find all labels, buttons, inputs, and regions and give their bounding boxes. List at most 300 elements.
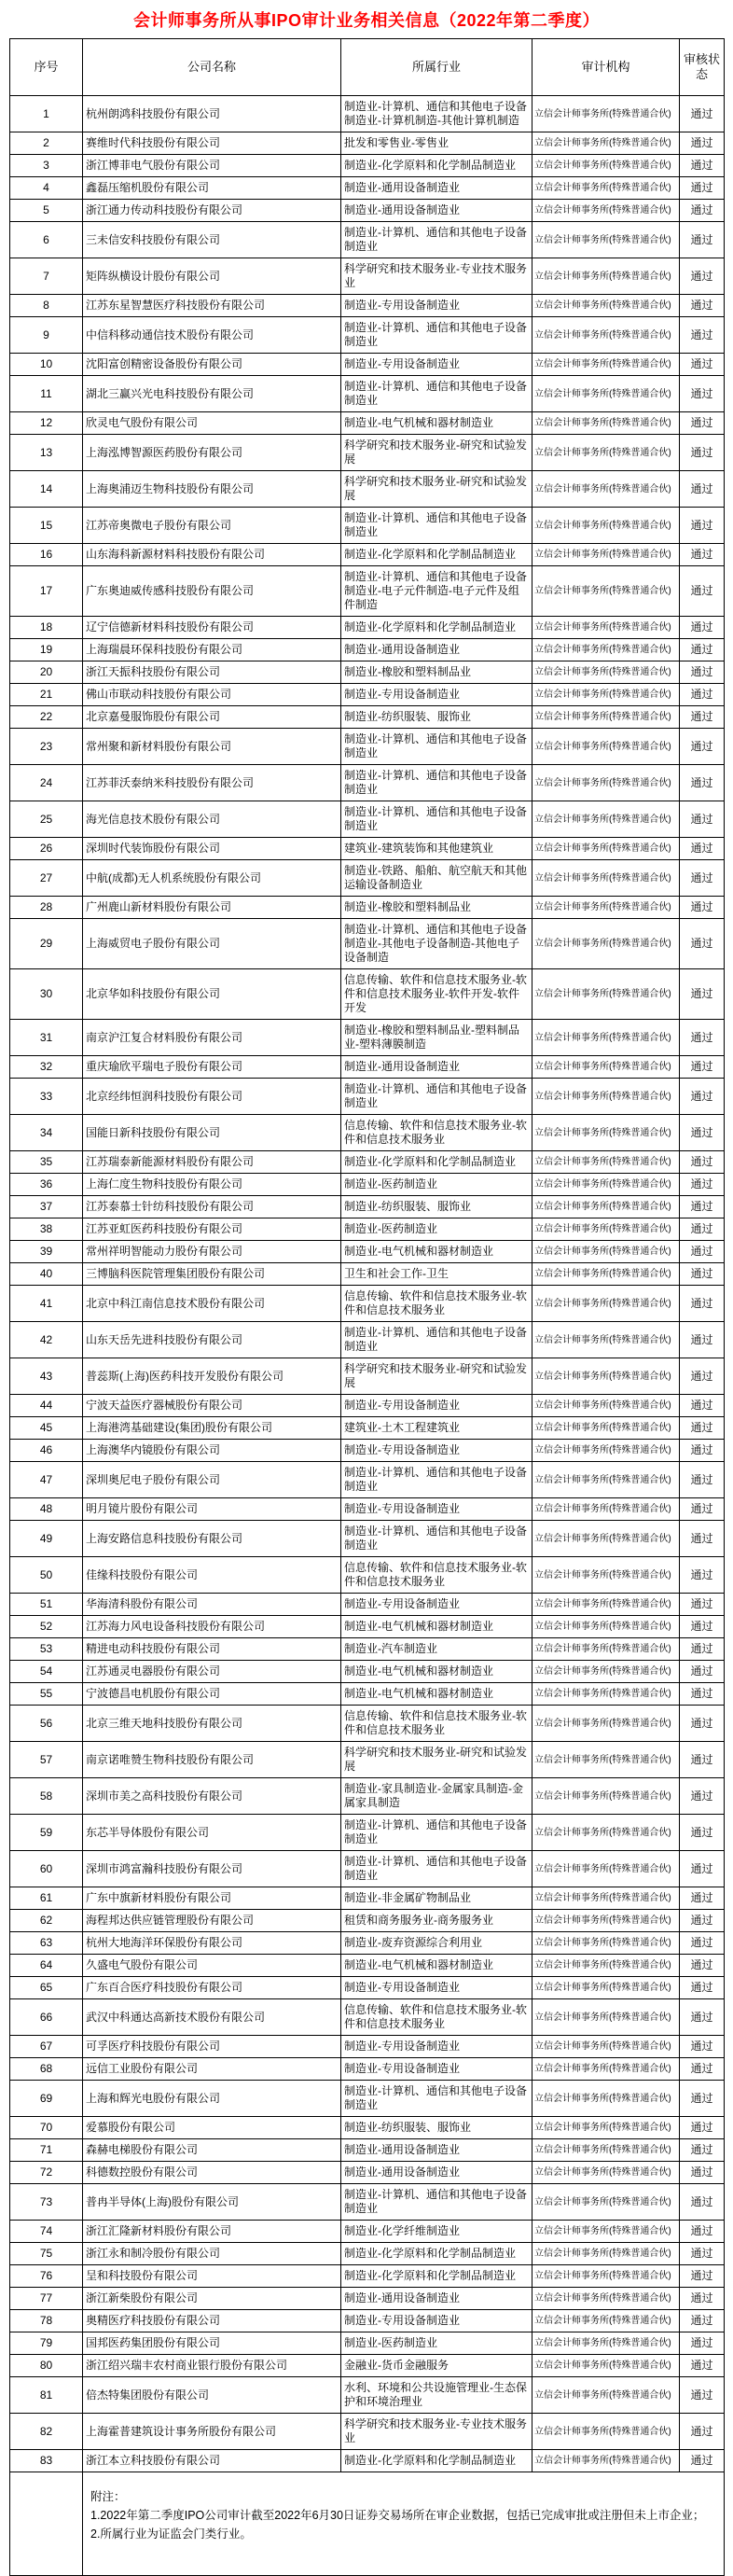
cell-no: 61 bbox=[10, 1887, 83, 1910]
cell-auditor: 立信会计师事务所(特殊普通合伙) bbox=[532, 1661, 680, 1683]
cell-company: 浙江通力传动科技股份有限公司 bbox=[83, 200, 341, 222]
cell-company: 江苏海力风电设备科技股份有限公司 bbox=[83, 1616, 341, 1638]
cell-industry: 制造业-废弃资源综合利用业 bbox=[341, 1932, 532, 1955]
cell-status: 通过 bbox=[680, 96, 725, 132]
cell-industry: 制造业-电气机械和器材制造业 bbox=[341, 1955, 532, 1977]
header-industry: 所属行业 bbox=[341, 39, 532, 96]
table-row bbox=[10, 435, 725, 471]
table-row bbox=[10, 412, 725, 435]
cell-company: 山东天岳先进科技股份有限公司 bbox=[83, 1322, 341, 1358]
cell-status: 通过 bbox=[680, 1851, 725, 1887]
table-row bbox=[10, 860, 725, 897]
cell-no: 43 bbox=[10, 1358, 83, 1395]
cell-auditor: 立信会计师事务所(特殊普通合伙) bbox=[532, 1263, 680, 1286]
cell-auditor: 立信会计师事务所(特殊普通合伙) bbox=[532, 2332, 680, 2355]
cell-status: 通过 bbox=[680, 258, 725, 295]
cell-company: 中航(成都)无人机系统股份有限公司 bbox=[83, 860, 341, 897]
table-row bbox=[10, 2265, 725, 2288]
cell-company: 江苏亚虹医药科技股份有限公司 bbox=[83, 1218, 341, 1241]
cell-status: 通过 bbox=[680, 222, 725, 258]
cell-auditor: 立信会计师事务所(特殊普通合伙) bbox=[532, 2058, 680, 2081]
cell-status: 通过 bbox=[680, 200, 725, 222]
cell-auditor: 立信会计师事务所(特殊普通合伙) bbox=[532, 1462, 680, 1498]
table-row bbox=[10, 1151, 725, 1174]
cell-auditor: 立信会计师事务所(特殊普通合伙) bbox=[532, 1977, 680, 1999]
cell-status: 通过 bbox=[680, 684, 725, 706]
cell-status: 通过 bbox=[680, 544, 725, 566]
cell-no: 17 bbox=[10, 566, 83, 617]
cell-auditor: 立信会计师事务所(特殊普通合伙) bbox=[532, 376, 680, 412]
cell-company: 精进电动科技股份有限公司 bbox=[83, 1638, 341, 1661]
table-row bbox=[10, 2450, 725, 2472]
cell-auditor: 立信会计师事务所(特殊普通合伙) bbox=[532, 1358, 680, 1395]
cell-industry: 卫生和社会工作-卫生 bbox=[341, 1263, 532, 1286]
cell-company: 沈阳富创精密设备股份有限公司 bbox=[83, 354, 341, 376]
cell-no: 75 bbox=[10, 2243, 83, 2265]
table-row bbox=[10, 2243, 725, 2265]
cell-industry: 制造业-电气机械和器材制造业 bbox=[341, 1616, 532, 1638]
cell-auditor: 立信会计师事务所(特殊普通合伙) bbox=[532, 258, 680, 295]
cell-company: 海程邦达供应链管理股份有限公司 bbox=[83, 1910, 341, 1932]
header-row bbox=[10, 39, 725, 96]
cell-no: 83 bbox=[10, 2450, 83, 2472]
cell-status: 通过 bbox=[680, 1417, 725, 1440]
cell-company: 森赫电梯股份有限公司 bbox=[83, 2139, 341, 2162]
cell-company: 重庆瑜欣平瑞电子股份有限公司 bbox=[83, 1056, 341, 1079]
cell-auditor: 立信会计师事务所(特殊普通合伙) bbox=[532, 2377, 680, 2414]
cell-industry: 制造业-电气机械和器材制造业 bbox=[341, 412, 532, 435]
cell-company: 呈和科技股份有限公司 bbox=[83, 2265, 341, 2288]
cell-industry: 制造业-专用设备制造业 bbox=[341, 2058, 532, 2081]
table-row bbox=[10, 1462, 725, 1498]
cell-industry: 水利、环境和公共设施管理业-生态保护和环境治理业 bbox=[341, 2377, 532, 2414]
cell-status: 通过 bbox=[680, 1056, 725, 1079]
cell-company: 久盛电气股份有限公司 bbox=[83, 1955, 341, 1977]
table-row bbox=[10, 1241, 725, 1263]
cell-company: 上海港湾基础建设(集团)股份有限公司 bbox=[83, 1417, 341, 1440]
cell-status: 通过 bbox=[680, 860, 725, 897]
cell-company: 山东海科新源材料科技股份有限公司 bbox=[83, 544, 341, 566]
cell-industry: 制造业-化学原料和化学制品制造业 bbox=[341, 1151, 532, 1174]
cell-status: 通过 bbox=[680, 639, 725, 661]
cell-status: 通过 bbox=[680, 1638, 725, 1661]
cell-industry: 科学研究和技术服务业-专业技术服务业 bbox=[341, 2414, 532, 2450]
cell-no: 35 bbox=[10, 1151, 83, 1174]
table-row bbox=[10, 1616, 725, 1638]
cell-no: 55 bbox=[10, 1683, 83, 1706]
cell-company: 常州祥明智能动力股份有限公司 bbox=[83, 1241, 341, 1263]
cell-industry: 制造业-计算机、通信和其他电子设备制造业 bbox=[341, 765, 532, 801]
cell-industry: 制造业-纺织服装、服饰业 bbox=[341, 2117, 532, 2139]
cell-auditor: 立信会计师事务所(特殊普通合伙) bbox=[532, 1616, 680, 1638]
cell-status: 通过 bbox=[680, 1683, 725, 1706]
cell-status: 通过 bbox=[680, 1815, 725, 1851]
cell-no: 38 bbox=[10, 1218, 83, 1241]
cell-company: 远信工业股份有限公司 bbox=[83, 2058, 341, 2081]
cell-company: 深圳奥尼电子股份有限公司 bbox=[83, 1462, 341, 1498]
page-title: 会计师事务所从事IPO审计业务相关信息（2022年第二季度） bbox=[132, 11, 601, 30]
cell-no: 56 bbox=[10, 1706, 83, 1742]
table-row bbox=[10, 1851, 725, 1887]
cell-status: 通过 bbox=[680, 1174, 725, 1196]
cell-auditor: 立信会计师事务所(特殊普通合伙) bbox=[532, 412, 680, 435]
cell-auditor: 立信会计师事务所(特殊普通合伙) bbox=[532, 2265, 680, 2288]
cell-status: 通过 bbox=[680, 1887, 725, 1910]
cell-auditor: 立信会计师事务所(特殊普通合伙) bbox=[532, 1910, 680, 1932]
cell-auditor: 立信会计师事务所(特殊普通合伙) bbox=[532, 1557, 680, 1594]
cell-company: 上海仁度生物科技股份有限公司 bbox=[83, 1174, 341, 1196]
cell-status: 通过 bbox=[680, 2221, 725, 2243]
cell-company: 上海安路信息科技股份有限公司 bbox=[83, 1521, 341, 1557]
cell-auditor: 立信会计师事务所(特殊普通合伙) bbox=[532, 1594, 680, 1616]
cell-industry: 科学研究和技术服务业-研究和试验发展 bbox=[341, 435, 532, 471]
cell-no: 2 bbox=[10, 132, 83, 155]
cell-no: 36 bbox=[10, 1174, 83, 1196]
table-row bbox=[10, 258, 725, 295]
cell-status: 通过 bbox=[680, 508, 725, 544]
cell-industry: 制造业-橡胶和塑料制品业-塑料制品业-塑料薄膜制造 bbox=[341, 1020, 532, 1056]
cell-industry: 制造业-计算机、通信和其他电子设备制造业 bbox=[341, 1462, 532, 1498]
cell-industry: 制造业-电气机械和器材制造业 bbox=[341, 1661, 532, 1683]
cell-status: 通过 bbox=[680, 1462, 725, 1498]
table-row bbox=[10, 897, 725, 919]
cell-industry: 制造业-家具制造业-金属家具制造-金属家具制造 bbox=[341, 1778, 532, 1815]
cell-status: 通过 bbox=[680, 1706, 725, 1742]
cell-industry: 制造业-化学纤维制造业 bbox=[341, 2221, 532, 2243]
cell-auditor: 立信会计师事务所(特殊普通合伙) bbox=[532, 2450, 680, 2472]
cell-status: 通过 bbox=[680, 1616, 725, 1638]
cell-auditor: 立信会计师事务所(特殊普通合伙) bbox=[532, 1020, 680, 1056]
cell-company: 三博脑科医院管理集团股份有限公司 bbox=[83, 1263, 341, 1286]
cell-auditor: 立信会计师事务所(特殊普通合伙) bbox=[532, 706, 680, 729]
cell-no: 47 bbox=[10, 1462, 83, 1498]
table-row bbox=[10, 200, 725, 222]
cell-company: 上海奥浦迈生物科技股份有限公司 bbox=[83, 471, 341, 508]
cell-auditor: 立信会计师事务所(特殊普通合伙) bbox=[532, 860, 680, 897]
table-row bbox=[10, 2355, 725, 2377]
table-row bbox=[10, 919, 725, 969]
cell-no: 42 bbox=[10, 1322, 83, 1358]
cell-company: 江苏通灵电器股份有限公司 bbox=[83, 1661, 341, 1683]
header-company: 公司名称 bbox=[83, 39, 341, 96]
cell-status: 通过 bbox=[680, 1594, 725, 1616]
cell-company: 东芯半导体股份有限公司 bbox=[83, 1815, 341, 1851]
cell-industry: 科学研究和技术服务业-研究和试验发展 bbox=[341, 1358, 532, 1395]
cell-industry: 制造业-专用设备制造业 bbox=[341, 684, 532, 706]
cell-company: 北京华如科技股份有限公司 bbox=[83, 969, 341, 1020]
cell-no: 71 bbox=[10, 2139, 83, 2162]
cell-industry: 制造业-计算机、通信和其他电子设备制造业-电子元件制造-电子元件及组件制造 bbox=[341, 566, 532, 617]
cell-company: 北京中科江南信息技术股份有限公司 bbox=[83, 1286, 341, 1322]
table-row bbox=[10, 1174, 725, 1196]
table-row bbox=[10, 1910, 725, 1932]
cell-no: 11 bbox=[10, 376, 83, 412]
table-row bbox=[10, 1263, 725, 1286]
cell-company: 上海和辉光电股份有限公司 bbox=[83, 2081, 341, 2117]
cell-no: 82 bbox=[10, 2414, 83, 2450]
table-row bbox=[10, 2036, 725, 2058]
cell-industry: 制造业-计算机、通信和其他电子设备制造业 bbox=[341, 317, 532, 354]
cell-status: 通过 bbox=[680, 354, 725, 376]
cell-company: 国能日新科技股份有限公司 bbox=[83, 1115, 341, 1151]
cell-auditor: 立信会计师事务所(特殊普通合伙) bbox=[532, 1815, 680, 1851]
table-row bbox=[10, 2332, 725, 2355]
table-row bbox=[10, 1742, 725, 1778]
cell-no: 76 bbox=[10, 2265, 83, 2288]
table-row bbox=[10, 1638, 725, 1661]
cell-no: 51 bbox=[10, 1594, 83, 1616]
cell-industry: 制造业-纺织服装、服饰业 bbox=[341, 1196, 532, 1218]
cell-status: 通过 bbox=[680, 661, 725, 684]
cell-industry: 制造业-计算机、通信和其他电子设备制造业 bbox=[341, 1079, 532, 1115]
cell-no: 78 bbox=[10, 2310, 83, 2332]
cell-no: 70 bbox=[10, 2117, 83, 2139]
table-row bbox=[10, 2310, 725, 2332]
cell-status: 通过 bbox=[680, 132, 725, 155]
cell-no: 68 bbox=[10, 2058, 83, 2081]
cell-auditor: 立信会计师事务所(特殊普通合伙) bbox=[532, 1151, 680, 1174]
cell-status: 通过 bbox=[680, 1358, 725, 1395]
cell-auditor: 立信会计师事务所(特殊普通合伙) bbox=[532, 222, 680, 258]
cell-no: 41 bbox=[10, 1286, 83, 1322]
cell-status: 通过 bbox=[680, 435, 725, 471]
cell-no: 8 bbox=[10, 295, 83, 317]
cell-industry: 制造业-橡胶和塑料制品业 bbox=[341, 661, 532, 684]
table-row bbox=[10, 1683, 725, 1706]
cell-industry: 制造业-计算机、通信和其他电子设备制造业-计算机制造-其他计算机制造 bbox=[341, 96, 532, 132]
table-row bbox=[10, 1557, 725, 1594]
cell-auditor: 立信会计师事务所(特殊普通合伙) bbox=[532, 2414, 680, 2450]
table-row bbox=[10, 1706, 725, 1742]
cell-no: 67 bbox=[10, 2036, 83, 2058]
cell-status: 通过 bbox=[680, 2081, 725, 2117]
table-row bbox=[10, 96, 725, 132]
cell-auditor: 立信会计师事务所(特殊普通合伙) bbox=[532, 2355, 680, 2377]
cell-auditor: 立信会计师事务所(特殊普通合伙) bbox=[532, 1115, 680, 1151]
cell-industry: 制造业-医药制造业 bbox=[341, 1174, 532, 1196]
table-row bbox=[10, 1661, 725, 1683]
cell-status: 通过 bbox=[680, 838, 725, 860]
cell-auditor: 立信会计师事务所(特殊普通合伙) bbox=[532, 1851, 680, 1887]
cell-company: 宁波天益医疗器械股份有限公司 bbox=[83, 1395, 341, 1417]
table-row bbox=[10, 1322, 725, 1358]
table-row bbox=[10, 1020, 725, 1056]
cell-no: 74 bbox=[10, 2221, 83, 2243]
table-row bbox=[10, 1594, 725, 1616]
cell-auditor: 立信会计师事务所(特殊普通合伙) bbox=[532, 544, 680, 566]
cell-company: 浙江汇隆新材料股份有限公司 bbox=[83, 2221, 341, 2243]
cell-company: 广东百合医疗科技股份有限公司 bbox=[83, 1977, 341, 1999]
table-row bbox=[10, 177, 725, 200]
cell-no: 80 bbox=[10, 2355, 83, 2377]
cell-status: 通过 bbox=[680, 376, 725, 412]
table-row bbox=[10, 155, 725, 177]
table-row bbox=[10, 661, 725, 684]
cell-company: 普蕊斯(上海)医药科技开发股份有限公司 bbox=[83, 1358, 341, 1395]
cell-auditor: 立信会计师事务所(特殊普通合伙) bbox=[532, 2139, 680, 2162]
cell-auditor: 立信会计师事务所(特殊普通合伙) bbox=[532, 617, 680, 639]
cell-auditor: 立信会计师事务所(特殊普通合伙) bbox=[532, 1498, 680, 1521]
cell-industry: 信息传输、软件和信息技术服务业-软件和信息技术服务业 bbox=[341, 1999, 532, 2036]
table-row bbox=[10, 1999, 725, 2036]
cell-company: 三未信安科技股份有限公司 bbox=[83, 222, 341, 258]
cell-auditor: 立信会计师事务所(特殊普通合伙) bbox=[532, 1056, 680, 1079]
cell-auditor: 立信会计师事务所(特殊普通合伙) bbox=[532, 684, 680, 706]
cell-no: 73 bbox=[10, 2184, 83, 2221]
cell-industry: 制造业-化学原料和化学制品制造业 bbox=[341, 155, 532, 177]
cell-industry: 制造业-专用设备制造业 bbox=[341, 295, 532, 317]
cell-auditor: 立信会计师事务所(特殊普通合伙) bbox=[532, 1079, 680, 1115]
cell-no: 3 bbox=[10, 155, 83, 177]
cell-auditor: 立信会计师事务所(特殊普通合伙) bbox=[532, 1742, 680, 1778]
cell-no: 69 bbox=[10, 2081, 83, 2117]
cell-status: 通过 bbox=[680, 1020, 725, 1056]
cell-no: 64 bbox=[10, 1955, 83, 1977]
ipo-audit-table bbox=[9, 38, 725, 2576]
table-row bbox=[10, 1977, 725, 1999]
cell-company: 北京经纬恒润科技股份有限公司 bbox=[83, 1079, 341, 1115]
cell-company: 佛山市联动科技股份有限公司 bbox=[83, 684, 341, 706]
page bbox=[0, 7, 733, 2576]
table-row bbox=[10, 1932, 725, 1955]
cell-industry: 制造业-计算机、通信和其他电子设备制造业 bbox=[341, 801, 532, 838]
table-row bbox=[10, 1115, 725, 1151]
cell-company: 湖北三赢兴光电科技股份有限公司 bbox=[83, 376, 341, 412]
cell-no: 62 bbox=[10, 1910, 83, 1932]
cell-no: 15 bbox=[10, 508, 83, 544]
cell-company: 赛维时代科技股份有限公司 bbox=[83, 132, 341, 155]
cell-status: 通过 bbox=[680, 1742, 725, 1778]
cell-company: 上海澳华内镜股份有限公司 bbox=[83, 1440, 341, 1462]
cell-industry: 建筑业-建筑装饰和其他建筑业 bbox=[341, 838, 532, 860]
cell-auditor: 立信会计师事务所(特殊普通合伙) bbox=[532, 1417, 680, 1440]
table-row bbox=[10, 1218, 725, 1241]
cell-status: 通过 bbox=[680, 801, 725, 838]
cell-status: 通过 bbox=[680, 897, 725, 919]
cell-no: 39 bbox=[10, 1241, 83, 1263]
cell-status: 通过 bbox=[680, 1910, 725, 1932]
cell-company: 宁波德昌电机股份有限公司 bbox=[83, 1683, 341, 1706]
cell-auditor: 立信会计师事务所(特殊普通合伙) bbox=[532, 1638, 680, 1661]
table-row bbox=[10, 376, 725, 412]
table-row bbox=[10, 566, 725, 617]
cell-status: 通过 bbox=[680, 706, 725, 729]
cell-industry: 制造业-通用设备制造业 bbox=[341, 2162, 532, 2184]
cell-no: 6 bbox=[10, 222, 83, 258]
cell-no: 81 bbox=[10, 2377, 83, 2414]
cell-industry: 制造业-医药制造业 bbox=[341, 1218, 532, 1241]
cell-company: 矩阵纵横设计股份有限公司 bbox=[83, 258, 341, 295]
cell-industry: 金融业-货币金融服务 bbox=[341, 2355, 532, 2377]
cell-company: 武汉中科通达高新技术股份有限公司 bbox=[83, 1999, 341, 2036]
cell-no: 59 bbox=[10, 1815, 83, 1851]
cell-no: 37 bbox=[10, 1196, 83, 1218]
cell-auditor: 立信会计师事务所(特殊普通合伙) bbox=[532, 1706, 680, 1742]
cell-no: 44 bbox=[10, 1395, 83, 1417]
cell-status: 通过 bbox=[680, 566, 725, 617]
table-row bbox=[10, 132, 725, 155]
cell-company: 华海清科股份有限公司 bbox=[83, 1594, 341, 1616]
cell-no: 24 bbox=[10, 765, 83, 801]
table-row bbox=[10, 1498, 725, 1521]
table-row bbox=[10, 1286, 725, 1322]
cell-company: 深圳市鸿富瀚科技股份有限公司 bbox=[83, 1851, 341, 1887]
table-row bbox=[10, 1196, 725, 1218]
cell-company: 上海瑞晨环保科技股份有限公司 bbox=[83, 639, 341, 661]
table-row bbox=[10, 2117, 725, 2139]
cell-industry: 制造业-计算机、通信和其他电子设备制造业 bbox=[341, 2184, 532, 2221]
cell-auditor: 立信会计师事务所(特殊普通合伙) bbox=[532, 1932, 680, 1955]
cell-industry: 制造业-通用设备制造业 bbox=[341, 177, 532, 200]
cell-industry: 制造业-专用设备制造业 bbox=[341, 1498, 532, 1521]
cell-industry: 信息传输、软件和信息技术服务业-软件和信息技术服务业 bbox=[341, 1286, 532, 1322]
cell-auditor: 立信会计师事务所(特殊普通合伙) bbox=[532, 1286, 680, 1322]
note-line-1: 1.2022年第二季度IPO公司审计截至2022年6月30日证券交易场所在审企业数据，包括已完成审批或注册但未上市企业； bbox=[90, 2509, 705, 2522]
cell-company: 深圳时代装饰股份有限公司 bbox=[83, 838, 341, 860]
cell-industry: 制造业-计算机、通信和其他电子设备制造业 bbox=[341, 729, 532, 765]
cell-status: 通过 bbox=[680, 617, 725, 639]
cell-auditor: 立信会计师事务所(特殊普通合伙) bbox=[532, 1955, 680, 1977]
cell-auditor: 立信会计师事务所(特殊普通合伙) bbox=[532, 1218, 680, 1241]
cell-status: 通过 bbox=[680, 765, 725, 801]
cell-company: 海光信息技术股份有限公司 bbox=[83, 801, 341, 838]
cell-company: 北京嘉曼服饰股份有限公司 bbox=[83, 706, 341, 729]
table-row bbox=[10, 2221, 725, 2243]
table-header bbox=[10, 39, 725, 96]
cell-auditor: 立信会计师事务所(特殊普通合伙) bbox=[532, 435, 680, 471]
cell-industry: 制造业-计算机、通信和其他电子设备制造业 bbox=[341, 1322, 532, 1358]
cell-no: 26 bbox=[10, 838, 83, 860]
cell-auditor: 立信会计师事务所(特殊普通合伙) bbox=[532, 2310, 680, 2332]
cell-company: 江苏东星智慧医疗科技股份有限公司 bbox=[83, 295, 341, 317]
cell-company: 南京沪江复合材料股份有限公司 bbox=[83, 1020, 341, 1056]
cell-industry: 制造业-化学原料和化学制品制造业 bbox=[341, 617, 532, 639]
cell-status: 通过 bbox=[680, 1778, 725, 1815]
cell-industry: 制造业-计算机、通信和其他电子设备制造业 bbox=[341, 2081, 532, 2117]
cell-auditor: 立信会计师事务所(特殊普通合伙) bbox=[532, 2162, 680, 2184]
cell-no: 30 bbox=[10, 969, 83, 1020]
cell-no: 13 bbox=[10, 435, 83, 471]
cell-auditor: 立信会计师事务所(特殊普通合伙) bbox=[532, 2036, 680, 2058]
cell-company: 明月镜片股份有限公司 bbox=[83, 1498, 341, 1521]
cell-industry: 制造业-通用设备制造业 bbox=[341, 1056, 532, 1079]
cell-no: 65 bbox=[10, 1977, 83, 1999]
cell-no: 60 bbox=[10, 1851, 83, 1887]
cell-company: 倍杰特集团股份有限公司 bbox=[83, 2377, 341, 2414]
cell-status: 通过 bbox=[680, 1955, 725, 1977]
cell-industry: 制造业-计算机、通信和其他电子设备制造业 bbox=[341, 1815, 532, 1851]
table-row bbox=[10, 2081, 725, 2117]
table-row bbox=[10, 1778, 725, 1815]
cell-auditor: 立信会计师事务所(特殊普通合伙) bbox=[532, 919, 680, 969]
cell-status: 通过 bbox=[680, 729, 725, 765]
cell-company: 可孚医疗科技股份有限公司 bbox=[83, 2036, 341, 2058]
cell-no: 10 bbox=[10, 354, 83, 376]
table-body bbox=[10, 96, 725, 2472]
cell-company: 南京诺唯赞生物科技股份有限公司 bbox=[83, 1742, 341, 1778]
table-row bbox=[10, 222, 725, 258]
cell-company: 常州聚和新材料股份有限公司 bbox=[83, 729, 341, 765]
cell-no: 57 bbox=[10, 1742, 83, 1778]
cell-industry: 科学研究和技术服务业-专业技术服务业 bbox=[341, 258, 532, 295]
cell-no: 50 bbox=[10, 1557, 83, 1594]
table-row bbox=[10, 2414, 725, 2450]
cell-auditor: 立信会计师事务所(特殊普通合伙) bbox=[532, 177, 680, 200]
cell-no: 16 bbox=[10, 544, 83, 566]
cell-industry: 制造业-计算机、通信和其他电子设备制造业 bbox=[341, 222, 532, 258]
cell-industry: 制造业-专用设备制造业 bbox=[341, 354, 532, 376]
cell-status: 通过 bbox=[680, 1151, 725, 1174]
